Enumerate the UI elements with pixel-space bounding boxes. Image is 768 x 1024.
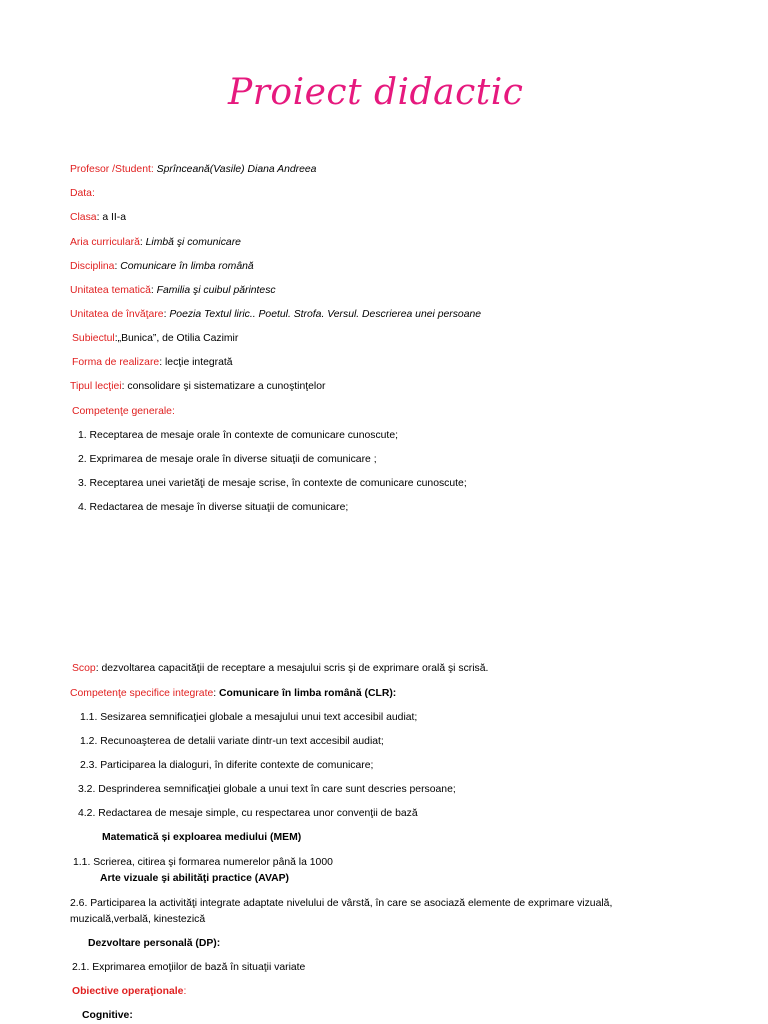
clr-item-5: 4.2. Redactarea de mesaje simple, cu respectarea unor convenţii de bază bbox=[78, 808, 418, 819]
clr-item-4: 3.2. Desprinderea semnificaţiei globale a unui text în care sunt descries persoane; bbox=[78, 784, 456, 795]
clasa-value: a II-a bbox=[102, 212, 127, 223]
competente-generale-label: Competenţe generale bbox=[72, 406, 172, 417]
scop-label: Scop bbox=[72, 663, 96, 674]
avap-item-line-1: 2.6. Participarea la activităţi integrate adaptate nivelului de vârstă, în care se asociază elemente de exprimare vizuală, bbox=[70, 898, 613, 909]
competente-specifice-label: Competenţe specifice integrate bbox=[70, 688, 214, 699]
unitatea-invatare-line: Unitatea de învăţare: Poezia Textul liric.. Poetul. Strofa. Versul. Descrierea unei persoane bbox=[70, 309, 482, 320]
aria-label: Aria curriculară bbox=[70, 237, 140, 248]
avap-item-line-2: muzicală,verbală, kinestezică bbox=[70, 914, 206, 925]
clr-item-2: 1.2. Recunoaşterea de detalii variate dintr-un text accesibil audiat; bbox=[80, 736, 384, 747]
clasa-line: Clasa: a II-a bbox=[70, 212, 127, 223]
unitatea-invatare-value: Poezia Textul liric.. Poetul. Strofa. Versul. Descrierea unei persoane bbox=[169, 309, 482, 320]
profesor-line: Profesor /Student: Sprînceană(Vasile) Diana Andreea bbox=[70, 164, 317, 175]
clr-item-3: 2.3. Participarea la dialoguri, în diferite contexte de comunicare; bbox=[80, 760, 374, 771]
competenta-generala-4: 4. Redactarea de mesaje în diverse situaţii de comunicare; bbox=[78, 502, 349, 513]
forma-label: Forma de realizare bbox=[72, 357, 160, 368]
disciplina-label: Disciplina bbox=[70, 261, 115, 272]
unitatea-tematica-line: Unitatea tematică: Familia şi cuibul părintesc bbox=[70, 285, 276, 296]
aria-value: Limbă şi comunicare bbox=[145, 237, 241, 248]
clr-item-1: 1.1. Sesizarea semnificaţiei globale a mesajului unui text accesibil audiat; bbox=[80, 712, 418, 723]
profesor-value: Sprînceană(Vasile) Diana Andreea bbox=[156, 164, 317, 175]
unitatea-tematica-label: Unitatea tematică bbox=[70, 285, 151, 296]
mem-heading: Matematică și exploarea mediului (MEM) bbox=[102, 832, 302, 843]
tipul-label: Tipul lecţiei bbox=[70, 381, 122, 392]
competenta-generala-1: 1. Receptarea de mesaje orale în contexte de comunicare cunoscute; bbox=[78, 430, 398, 441]
disciplina-value: Comunicare în limba română bbox=[120, 261, 254, 272]
tipul-line: Tipul lecţiei: consolidare şi sistematizare a cunoştinţelor bbox=[70, 381, 326, 392]
unitatea-invatare-label: Unitatea de învăţare bbox=[70, 309, 164, 320]
subiectul-label: Subiectul bbox=[72, 333, 115, 344]
mem-item: 1.1. Scrierea, citirea şi formarea numerelor până la 1000 bbox=[73, 857, 333, 868]
avap-heading: Arte vizuale şi abilităţi practice (AVAP) bbox=[100, 873, 290, 884]
scop-line: Scop: dezvoltarea capacităţii de receptare a mesajului scris şi de exprimare orală şi scrisă. bbox=[72, 663, 489, 674]
page-title: Proiect didactic bbox=[228, 72, 524, 113]
profesor-label: Profesor /Student bbox=[70, 164, 151, 175]
scop-value: dezvoltarea capacităţii de receptare a mesajului scris şi de exprimare orală şi scrisă. bbox=[98, 663, 489, 674]
dp-heading: Dezvoltare personală (DP): bbox=[88, 938, 221, 949]
data-label: Data: bbox=[70, 188, 95, 199]
subiectul-line bbox=[72, 333, 238, 344]
clr-heading: Comunicare în limba română (CLR): bbox=[219, 688, 397, 699]
forma-line: Forma de realizare: lecţie integrată bbox=[72, 357, 233, 368]
competenta-generala-2: 2. Exprimarea de mesaje orale în diverse situaţii de comunicare ; bbox=[78, 454, 377, 465]
cognitive-heading: Cognitive: bbox=[82, 1010, 133, 1021]
obiective-heading: Obiective operaţionale: bbox=[72, 986, 187, 997]
forma-value: lecţie integrată bbox=[164, 357, 233, 368]
obiective-label: Obiective operaţionale bbox=[72, 986, 184, 997]
tipul-value: consolidare şi sistematizare a cunoştinţelor bbox=[127, 381, 326, 392]
competenta-generala-3: 3. Receptarea unei varietăţi de mesaje scrise, în contexte de comunicare cunoscute; bbox=[78, 478, 467, 489]
unitatea-tematica-value: Familia şi cuibul părintesc bbox=[156, 285, 276, 296]
subiectul-value: :„Bunica”, de Otilia Cazimir bbox=[114, 333, 239, 344]
clasa-label: Clasa bbox=[70, 212, 97, 223]
disciplina-line: Disciplina: Comunicare în limba română bbox=[70, 261, 254, 272]
competente-generale-heading: Competenţe generale: bbox=[72, 406, 175, 417]
dp-item: 2.1. Exprimarea emoţiilor de bază în situaţii variate bbox=[72, 962, 306, 973]
competente-specifice-line: Competenţe specifice integrate: Comunicare în limba română (CLR): bbox=[70, 688, 397, 699]
aria-line: Aria curriculară: Limbă şi comunicare bbox=[70, 237, 241, 248]
